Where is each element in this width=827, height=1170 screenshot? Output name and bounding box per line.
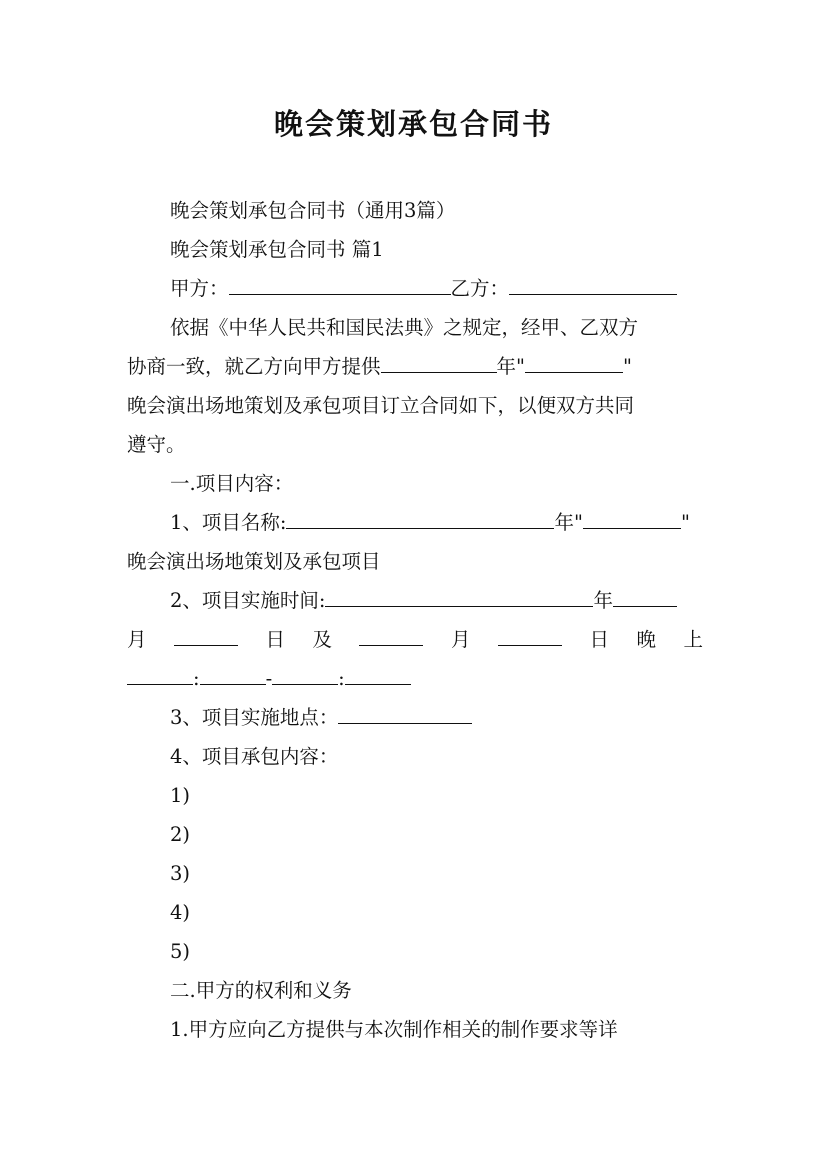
name-blank	[525, 354, 623, 373]
paragraph-line: 依据《中华人民共和国民法典》之规定，经甲、乙双方	[170, 316, 639, 339]
list-item: 2)	[170, 823, 191, 846]
year-blank	[381, 354, 497, 373]
list-item: 5)	[170, 940, 191, 963]
list-item: 4)	[170, 901, 191, 924]
day-blank	[174, 627, 238, 646]
month-blank	[613, 588, 677, 607]
location-blank	[338, 705, 472, 724]
date-line: 月 日 及 月 日 晚 上	[127, 628, 703, 651]
hour-blank	[127, 666, 193, 685]
subtitle: 晚会策划承包合同书（通用3篇）	[170, 199, 456, 222]
month-blank	[359, 627, 423, 646]
item-project-time: 2、项目实施时间: 年	[170, 588, 703, 614]
party-b-label: 乙方：	[450, 277, 510, 300]
name-blank	[583, 510, 681, 529]
item-project-scope: 4、项目承包内容：	[170, 745, 339, 768]
time-range-line: : - :	[127, 666, 703, 692]
paragraph-line: 1.甲方应向乙方提供与本次制作相关的制作要求等详	[170, 1018, 618, 1041]
parties-line	[170, 276, 703, 302]
paragraph-line: 遵守。	[127, 433, 186, 456]
party-a-blank	[229, 276, 451, 295]
party-b-blank	[509, 276, 677, 295]
heading-party-a-rights: 二.甲方的权利和义务	[170, 979, 352, 1002]
list-item: 1)	[170, 784, 191, 807]
minute-blank	[200, 666, 266, 685]
party-a-label: 甲方：	[170, 277, 229, 300]
list-item: 3)	[170, 862, 191, 885]
item-project-name: 1、项目名称: 年" "	[170, 511, 690, 534]
heading-project-content: 一.项目内容：	[170, 472, 294, 495]
paragraph-line: 协商一致，就乙方向甲方提供 年" "	[127, 355, 632, 378]
minute-blank	[345, 666, 411, 685]
item-project-location: 3、项目实施地点：	[170, 705, 703, 731]
project-name-blank	[286, 510, 554, 529]
section-heading: 晚会策划承包合同书 篇1	[170, 238, 384, 261]
paragraph-line: 晚会演出场地策划及承包项目订立合同如下，以便双方共同	[127, 394, 635, 417]
time-blank	[325, 588, 593, 607]
hour-blank	[272, 666, 338, 685]
day-blank	[498, 627, 562, 646]
document-title: 晚会策划承包合同书	[273, 107, 553, 141]
paragraph-line: 晚会演出场地策划及承包项目	[127, 550, 381, 573]
